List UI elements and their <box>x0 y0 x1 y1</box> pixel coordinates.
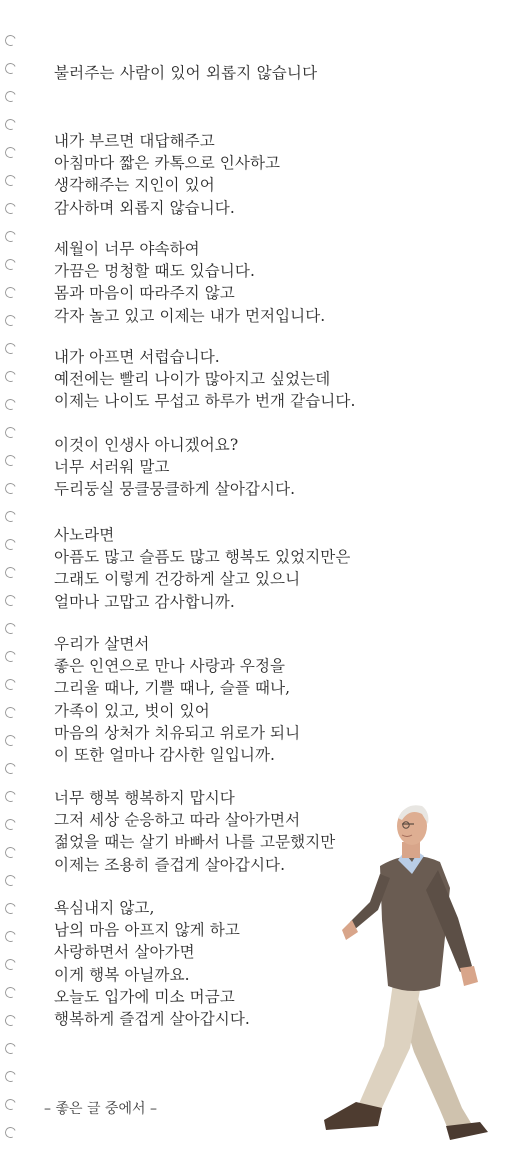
notebook-ring-icon <box>3 89 17 103</box>
stanza-1 <box>54 130 280 219</box>
poem-line: 우리가 살면서 <box>54 635 150 653</box>
poem-line: 마음의 상처가 치유되고 위로가 되니 <box>54 723 301 742</box>
notebook-ring-icon <box>3 845 17 859</box>
poem-line: 이제는 나이도 무섭고 하루가 번개 같습니다. <box>54 392 356 411</box>
stanza-6 <box>54 633 300 766</box>
notebook-ring-icon <box>3 957 17 971</box>
source-credit: – 좋은 글 중에서 – <box>44 1101 157 1117</box>
poem-line: 각자 놀고 있고 이제는 내가 먼저입니다. <box>54 306 326 325</box>
poem-line: 사노라면 <box>54 526 115 544</box>
notebook-ring-icon <box>3 649 17 663</box>
stanza-2 <box>54 238 325 327</box>
poem-line: 젊었을 때는 살기 바빠서 나를 고문했지만 <box>54 833 336 852</box>
notebook-ring-icon <box>3 229 17 243</box>
poem-line: 생각해주는 지인이 있어 <box>54 176 215 195</box>
notebook-ring-icon <box>3 33 17 47</box>
stanza-8 <box>54 897 250 1030</box>
walking-elderly-man-icon <box>322 790 502 1150</box>
notebook-ring-icon <box>3 621 17 635</box>
notebook-ring-icon <box>3 1069 17 1083</box>
notebook-ring-icon <box>3 761 17 775</box>
notebook-ring-icon <box>3 285 17 299</box>
poem-line: 너무 행복 행복하지 맙시다 <box>54 789 235 807</box>
notebook-ring-icon <box>3 817 17 831</box>
notebook-ring-icon <box>3 985 17 999</box>
poem-line: 그리울 때나, 기쁠 때나, 슬플 때나, <box>54 679 291 698</box>
notebook-ring-icon <box>3 565 17 579</box>
notebook-ring-icon <box>3 257 17 271</box>
poem-line: 얼마나 고맙고 감사합니까. <box>54 592 235 611</box>
stanza-7 <box>54 787 335 876</box>
poem-line: 그래도 이렇게 건강하게 살고 있으니 <box>54 570 301 589</box>
notebook-ring-icon <box>3 369 17 383</box>
stanza-5 <box>54 524 350 613</box>
poem-line: 아침마다 짧은 카톡으로 인사하고 <box>54 154 281 173</box>
notebook-ring-icon <box>3 733 17 747</box>
poem-line: 가족이 있고, 벗이 있어 <box>54 701 210 720</box>
notebook-ring-icon <box>3 873 17 887</box>
poem-line: 내가 부르면 대답해주고 <box>54 132 215 150</box>
poem-line: 그저 세상 순응하고 따라 살아가면서 <box>54 811 301 830</box>
notebook-ring-icon <box>3 1041 17 1055</box>
notebook-ring-icon <box>3 397 17 411</box>
poem-line: 내가 아프면 서럽습니다. <box>54 348 220 366</box>
poem-line: 이제는 조용히 즐겁게 살아갑시다. <box>54 855 286 874</box>
notebook-ring-icon <box>3 425 17 439</box>
poem-line: 남의 마음 아프지 않게 하고 <box>54 921 240 940</box>
stanza-4 <box>54 434 295 501</box>
poem-line: 이게 행복 아닐까요. <box>54 965 190 984</box>
notebook-ring-icon <box>3 173 17 187</box>
notebook-ring-icon <box>3 929 17 943</box>
notebook-ring-icon <box>3 677 17 691</box>
notebook-ring-icon <box>3 901 17 915</box>
notebook-ring-icon <box>3 61 17 75</box>
stanza-3 <box>54 346 355 413</box>
poem-line: 감사하며 외롭지 않습니다. <box>54 198 235 217</box>
poem-line: 아픔도 많고 슬픔도 많고 행복도 있었지만은 <box>54 548 351 567</box>
poem-line: 사랑하면서 살아가면 <box>54 943 195 962</box>
poem-line: 몸과 마음이 따라주지 않고 <box>54 284 235 303</box>
notebook-ring-icon <box>3 201 17 215</box>
notebook-ring-icon <box>3 1097 17 1111</box>
poem-line: 욕심내지 않고, <box>54 899 155 917</box>
notebook-ring-icon <box>3 537 17 551</box>
poem-title: 불러주는 사람이 있어 외롭지 않습니다 <box>54 64 318 82</box>
notebook-binding <box>0 0 24 1165</box>
poem-line: 세월이 너무 야속하여 <box>54 240 200 258</box>
poem-line: 두리둥실 뭉클뭉클하게 살아갑시다. <box>54 480 296 499</box>
poem-line: 오늘도 입가에 미소 머금고 <box>54 987 235 1006</box>
notebook-ring-icon <box>3 117 17 131</box>
poem-line: 이것이 인생사 아니겠어요? <box>54 436 239 454</box>
notebook-ring-icon <box>3 509 17 523</box>
notebook-ring-icon <box>3 789 17 803</box>
poem-line: 예전에는 빨리 나이가 많아지고 싶었는데 <box>54 370 331 389</box>
notebook-ring-icon <box>3 145 17 159</box>
notebook-ring-icon <box>3 1013 17 1027</box>
notebook-ring-icon <box>3 705 17 719</box>
poem-line: 행복하게 즐겁게 살아갑시다. <box>54 1009 250 1028</box>
notebook-ring-icon <box>3 341 17 355</box>
notebook-ring-icon <box>3 453 17 467</box>
poem-line: 가끔은 멍청할 때도 있습니다. <box>54 262 255 281</box>
notebook-ring-icon <box>3 313 17 327</box>
notebook-ring-icon <box>3 1125 17 1139</box>
poem-line: 너무 서러워 말고 <box>54 458 170 477</box>
poem-line: 이 또한 얼마나 감사한 일입니까. <box>54 745 276 764</box>
poem-line: 좋은 인연으로 만나 사랑과 우정을 <box>54 657 286 676</box>
notebook-ring-icon <box>3 593 17 607</box>
notebook-ring-icon <box>3 481 17 495</box>
